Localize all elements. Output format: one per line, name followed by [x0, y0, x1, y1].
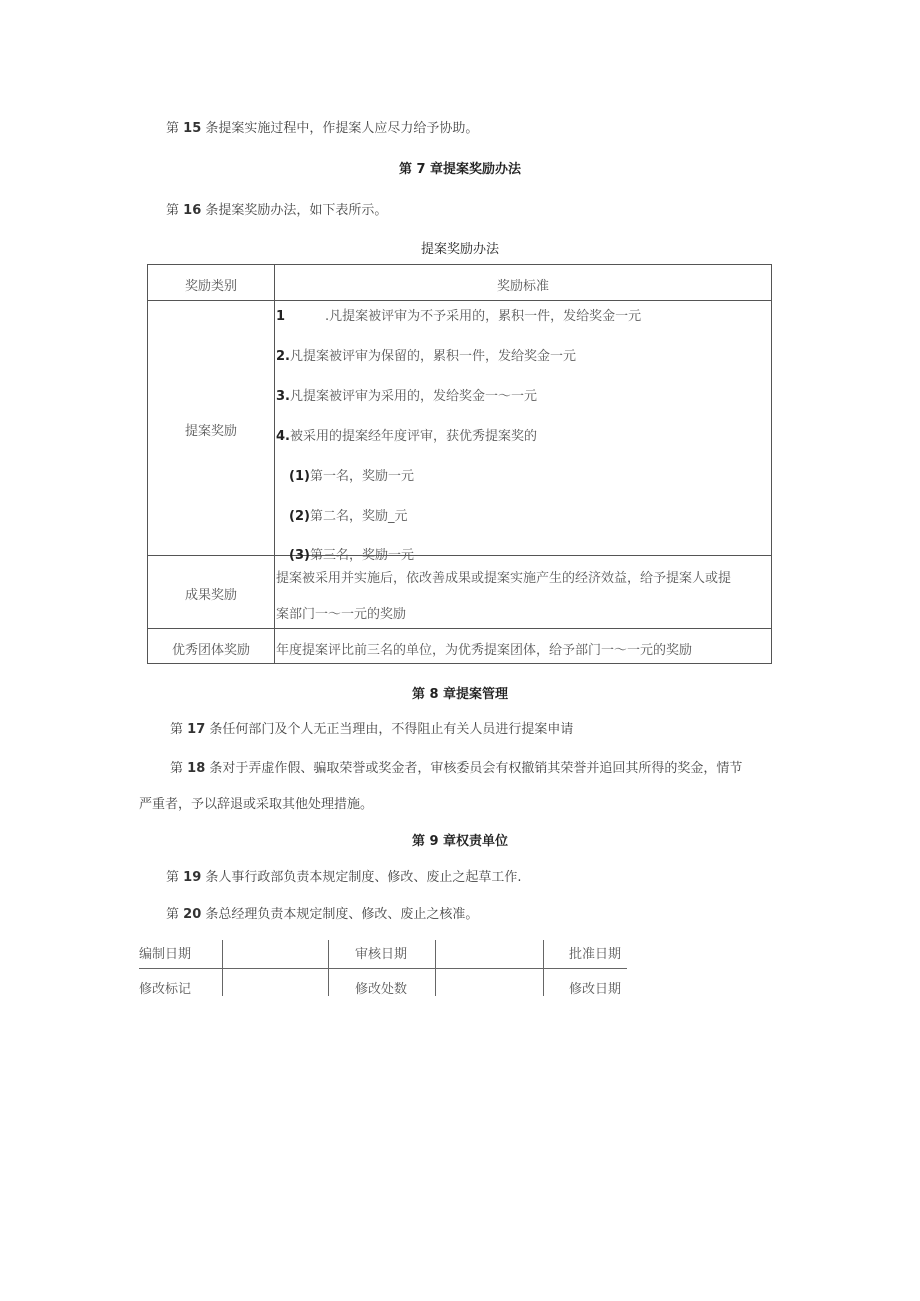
revision-date-label: 修改日期 [569, 982, 622, 997]
article-number: 19 [183, 870, 202, 885]
article-20 [166, 903, 478, 922]
item-text: 凡提案被评审为采用的，发给奖金一～一元 [289, 389, 537, 404]
item-number: 3. [276, 389, 290, 404]
article-text: 条提案奖励办法，如下表所示。 [205, 203, 388, 218]
article-text: 条对于弄虚作假、骗取荣誉或奖金者，审核委员会有权撤销其荣誉并追回其所得的奖金，情节 [209, 761, 743, 776]
list-item [276, 305, 641, 324]
chapter-7-heading: 第 7 章提案奖励办法 [398, 162, 522, 177]
row-result-reward-line1: 提案被采用并实施后，依改善成果或提案实施产生的经济效益，给予提案人或提 [276, 571, 732, 586]
revision-count-label: 修改处数 [355, 982, 408, 997]
list-item [276, 345, 576, 364]
signoff-table [139, 940, 627, 998]
signoff-column-divider [328, 940, 329, 996]
list-item [276, 425, 537, 444]
article-prefix: 第 [170, 722, 184, 737]
item-number: 1 [276, 309, 286, 324]
table-row-divider [148, 555, 771, 556]
article-number: 16 [183, 203, 202, 218]
row-proposal-reward-category: 提案奖励 [184, 424, 237, 439]
signoff-column-divider [435, 940, 436, 996]
row-result-reward-category: 成果奖励 [184, 588, 237, 603]
article-prefix: 第 [170, 761, 184, 776]
article-number: 18 [187, 761, 206, 776]
table-caption: 提案奖励办法 [420, 242, 499, 257]
list-item [289, 465, 414, 484]
article-prefix: 第 [166, 907, 180, 922]
item-number: (1) [289, 469, 310, 484]
article-text: 条总经理负责本规定制度、修改、废止之核准。 [205, 907, 479, 922]
article-prefix: 第 [166, 121, 180, 136]
row-proposal-reward-items [275, 301, 771, 563]
article-number: 17 [187, 722, 206, 737]
reward-table [147, 264, 772, 664]
list-item [289, 505, 407, 524]
article-number: 15 [183, 121, 202, 136]
table-row-divider [148, 628, 771, 629]
item-number: 4. [276, 429, 290, 444]
row-result-reward-line2: 案部门一～一元的奖励 [276, 607, 407, 622]
article-16 [166, 199, 387, 218]
list-item [276, 385, 537, 404]
signoff-divider [139, 968, 627, 969]
chapter-9-heading: 第 9 章权责单位 [411, 834, 509, 849]
article-18 [170, 757, 742, 776]
article-15 [166, 117, 478, 136]
item-text: 第三名，奖励一元 [309, 548, 414, 563]
article-18-continued: 严重者，予以辞退或采取其他处理措施。 [139, 797, 374, 812]
review-date-label: 审核日期 [355, 947, 408, 962]
item-number: (2) [289, 509, 310, 524]
chapter-8-heading: 第 8 章提案管理 [411, 687, 509, 702]
approve-date-label: 批准日期 [569, 947, 622, 962]
article-prefix: 第 [166, 870, 180, 885]
compile-date-label: 编制日期 [139, 947, 192, 962]
item-text: .凡提案被评审为不予采用的，累积一件，发给奖金一元 [325, 309, 642, 324]
signoff-column-divider [543, 940, 544, 996]
item-number: 2. [276, 349, 290, 364]
article-17 [170, 718, 573, 737]
item-text: 第二名，奖励_元 [309, 509, 408, 524]
header-category: 奖励类别 [184, 279, 237, 294]
row-team-reward-category: 优秀团体奖励 [171, 643, 250, 658]
item-text: 凡提案被评审为保留的，累积一件，发给奖金一元 [289, 349, 576, 364]
item-text: 被采用的提案经年度评审，获优秀提案奖的 [289, 429, 537, 444]
list-item [289, 544, 414, 563]
article-19 [166, 866, 522, 885]
header-standard: 奖励标准 [496, 279, 549, 294]
item-number: (3) [289, 548, 310, 563]
item-text: 第一名，奖励一元 [309, 469, 414, 484]
article-text: 条人事行政部负责本规定制度、修改、废止之起草工作. [205, 870, 522, 885]
signoff-column-divider [222, 940, 223, 996]
revision-mark-label: 修改标记 [139, 982, 192, 997]
article-text: 条任何部门及个人无正当理由，不得阻止有关人员进行提案申请 [209, 722, 574, 737]
row-team-reward-text: 年度提案评比前三名的单位，为优秀提案团体，给予部门一～一元的奖励 [276, 643, 693, 658]
article-text: 条提案实施过程中，作提案人应尽力给予协助。 [205, 121, 479, 136]
article-number: 20 [183, 907, 202, 922]
article-prefix: 第 [166, 203, 180, 218]
